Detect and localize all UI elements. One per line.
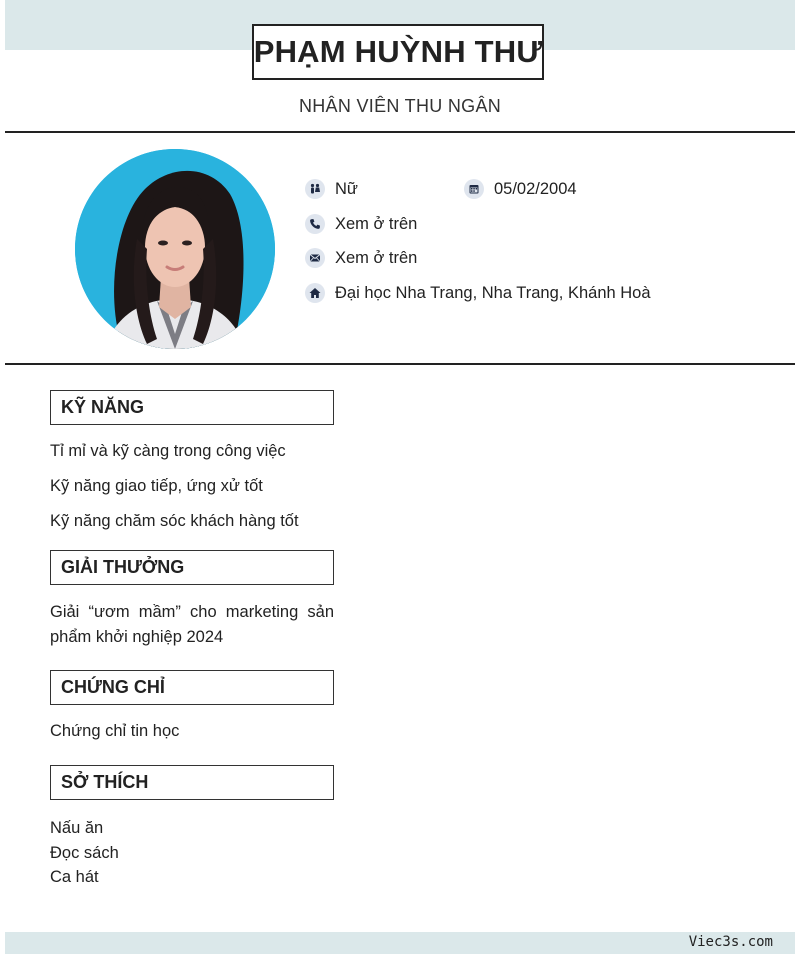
email-value: Xem ở trên xyxy=(335,248,418,267)
phone-value: Xem ở trên xyxy=(335,214,418,233)
home-icon xyxy=(305,283,325,303)
footer-brand: Viec3s.com xyxy=(688,934,773,950)
certificate-item: Chứng chỉ tin học xyxy=(50,722,180,740)
info-gender xyxy=(305,179,358,199)
info-birthday xyxy=(464,179,577,199)
bottom-band xyxy=(5,932,795,954)
section-title-awards: GIẢI THƯỞNG xyxy=(50,550,334,585)
gender-value: Nữ xyxy=(335,179,358,198)
calendar-icon xyxy=(464,179,484,199)
award-item: Giải “ươm mầm” cho marketing sản phẩm khởi nghiệp 2024 xyxy=(50,603,334,646)
skill-item: Tỉ mỉ và kỹ càng trong công việc xyxy=(50,442,286,460)
section-title-hobbies: SỞ THÍCH xyxy=(50,765,334,800)
birthday-value: 05/02/2004 xyxy=(494,179,577,198)
hobby-item: Ca hát xyxy=(50,868,99,886)
hobby-list xyxy=(50,816,119,890)
hobby-item: Đọc sách xyxy=(50,843,119,862)
address-value: Đại học Nha Trang, Nha Trang, Khánh Hoà xyxy=(335,283,651,302)
section-title-certificates: CHỨNG CHỈ xyxy=(50,670,334,705)
divider-info xyxy=(5,363,795,365)
hobby-item: Nấu ăn xyxy=(50,819,104,837)
section-title-skills: KỸ NĂNG xyxy=(50,390,334,425)
info-email xyxy=(305,248,417,268)
mail-icon xyxy=(305,248,325,268)
gender-icon xyxy=(305,179,325,199)
candidate-name: PHẠM HUỲNH THƯ xyxy=(252,24,544,80)
info-address xyxy=(305,283,651,303)
info-phone xyxy=(305,214,417,234)
phone-icon xyxy=(305,214,325,234)
divider-top xyxy=(5,131,795,133)
skill-item: Kỹ năng giao tiếp, ứng xử tốt xyxy=(50,477,263,495)
skill-item: Kỹ năng chăm sóc khách hàng tốt xyxy=(50,512,299,530)
avatar xyxy=(75,149,275,349)
job-title: NHÂN VIÊN THU NGÂN xyxy=(298,96,502,116)
portrait-photo xyxy=(75,149,275,349)
